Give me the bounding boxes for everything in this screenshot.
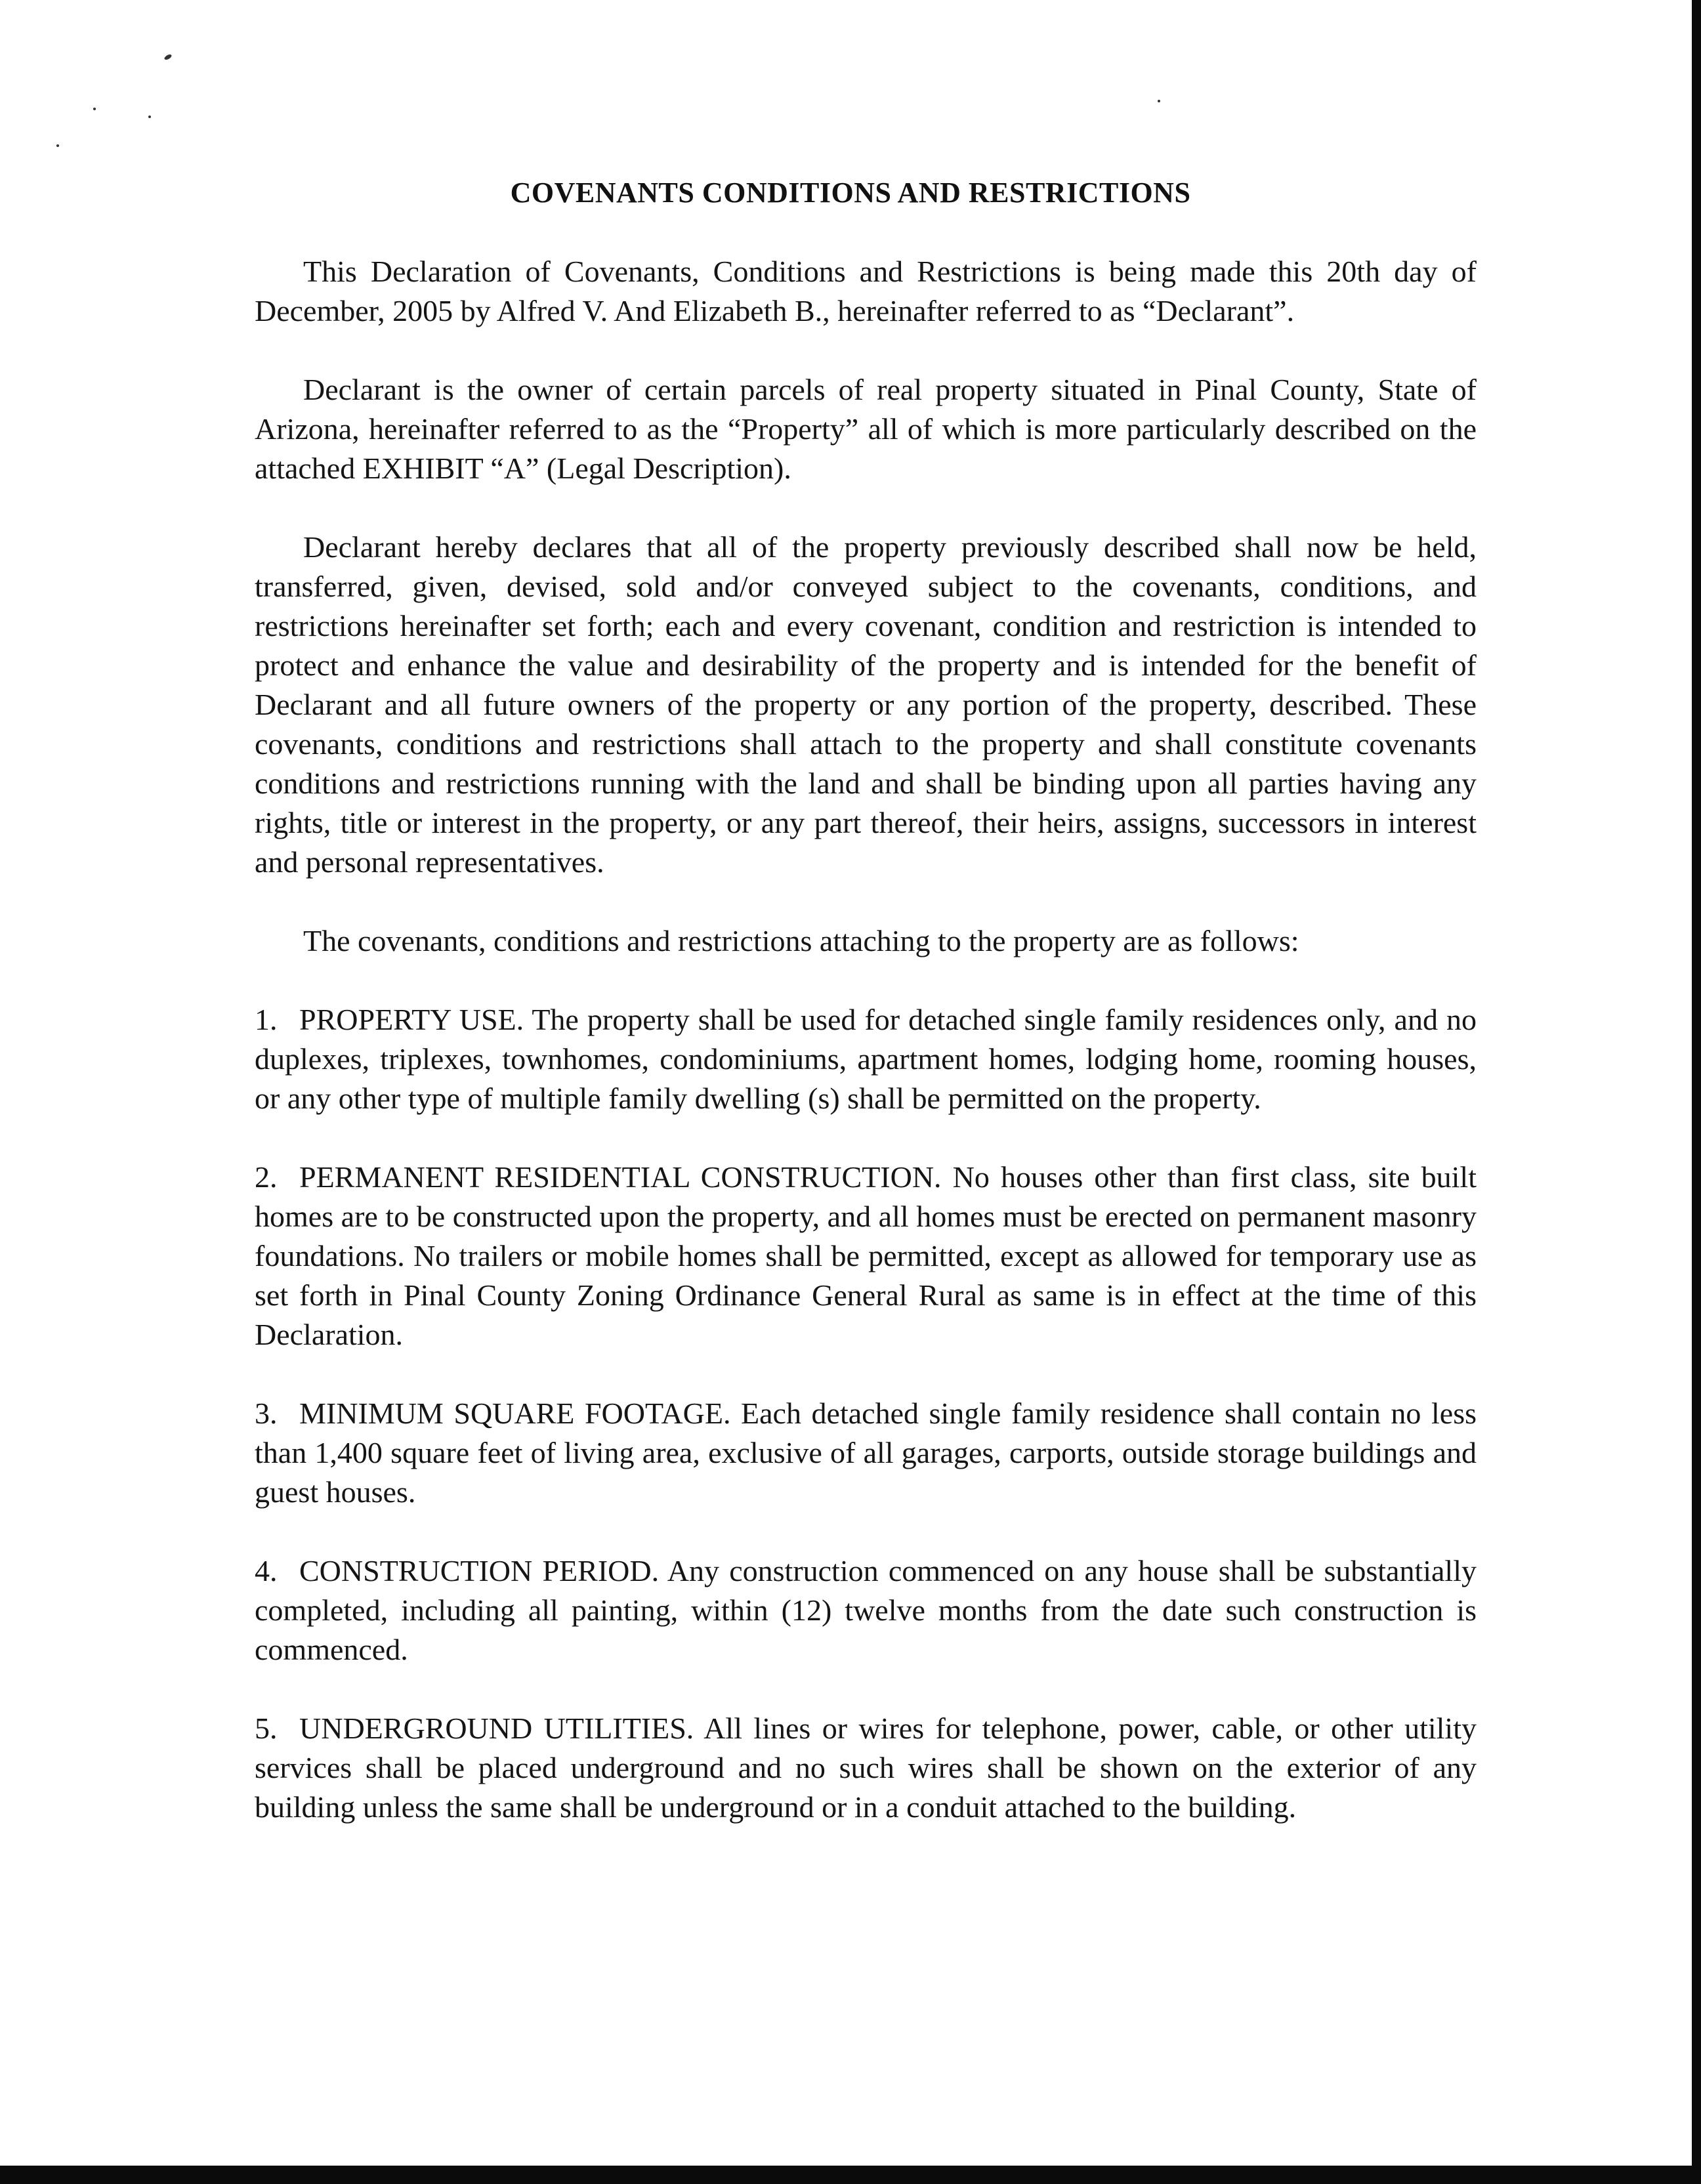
item-number: 3. — [255, 1396, 278, 1430]
item-number: 2. — [255, 1160, 278, 1194]
scan-border-bottom — [0, 2166, 1701, 2184]
covenant-item — [255, 1394, 1477, 1512]
item-text: UNDERGROUND UTILITIES. All lines or wires for telephone, power, cable, or other utility services shall be placed underground and no such wires shall be shown on the exterior of any building unless the same shall be underground or in a conduit attached to the building. — [255, 1712, 1477, 1824]
item-number: 1. — [255, 1003, 278, 1036]
item-number: 4. — [255, 1554, 278, 1587]
document-title: COVENANTS CONDITIONS AND RESTRICTIONS — [510, 177, 1191, 209]
covenant-item — [255, 1709, 1477, 1827]
document-body — [255, 252, 1477, 1866]
scan-speck — [56, 144, 59, 147]
scan-speck — [1158, 100, 1160, 102]
item-text: MINIMUM SQUARE FOOTAGE. Each detached single family residence shall contain no less than 1,400 square feet of living area, exclusive of all garages, carports, outside storage buildings and guest houses. — [255, 1396, 1477, 1509]
covenant-item — [255, 1551, 1477, 1670]
scan-speck — [93, 108, 96, 110]
declaration-paragraph: Declarant hereby declares that all of the property previously described shall now be held, transferred, given, devised, sold and/or conveyed subject to the covenants, conditions, and restrictions hereinafter set forth; each and every covenant, condition and restriction is intended to protect and enhance the value and desirability of the property and is intended for the benefit of Declarant and all future owners of the property or any portion of the property, described. These covenants, conditions and restrictions shall attach to the property and shall constitute covenants conditions and restrictions running with the land and shall be binding upon all parties having any rights, title or interest in the property, or any part thereof, their heirs, assigns, successors in interest and personal representatives. — [255, 530, 1477, 879]
property-paragraph: Declarant is the owner of certain parcels of real property situated in Pinal County, State of Arizona, hereinafter referred to as the “Property” all of which is more particularly described on the attached EXHIBIT “A” (Legal Description). — [255, 373, 1477, 485]
item-text: PROPERTY USE. The property shall be used for detached single family residences only, and no duplexes, triplexes, townhomes, condominiums, apartment homes, lodging home, rooming houses, or any other type of multiple family dwelling (s) shall be permitted on the property. — [255, 1003, 1477, 1115]
scan-speck — [163, 53, 172, 60]
item-number: 5. — [255, 1712, 278, 1745]
scan-border-right — [1692, 0, 1701, 2184]
covenants-lead-paragraph: The covenants, conditions and restrictions attaching to the property are as follows: — [303, 924, 1299, 957]
intro-paragraph: This Declaration of Covenants, Conditions and Restrictions is being made this 20th day of December, 2005 by Alfred V. And Elizabeth B., hereinafter referred to as “Declarant”. — [255, 255, 1477, 327]
scan-speck — [148, 116, 151, 118]
item-text: PERMANENT RESIDENTIAL CONSTRUCTION. No houses other than first class, site built homes are to be constructed upon the property, and all homes must be erected on permanent masonry foundations. No trailers or mobile homes shall be permitted, except as allowed for temporary use as set forth in Pinal County Zoning Ordinance General Rural as same is in effect at the time of this Declaration. — [255, 1160, 1477, 1351]
covenant-item — [255, 1158, 1477, 1354]
item-text: CONSTRUCTION PERIOD. Any construction commenced on any house shall be substantially completed, including all painting, within (12) twelve months from the date such construction is commenced. — [255, 1554, 1477, 1666]
covenant-item — [255, 1000, 1477, 1118]
